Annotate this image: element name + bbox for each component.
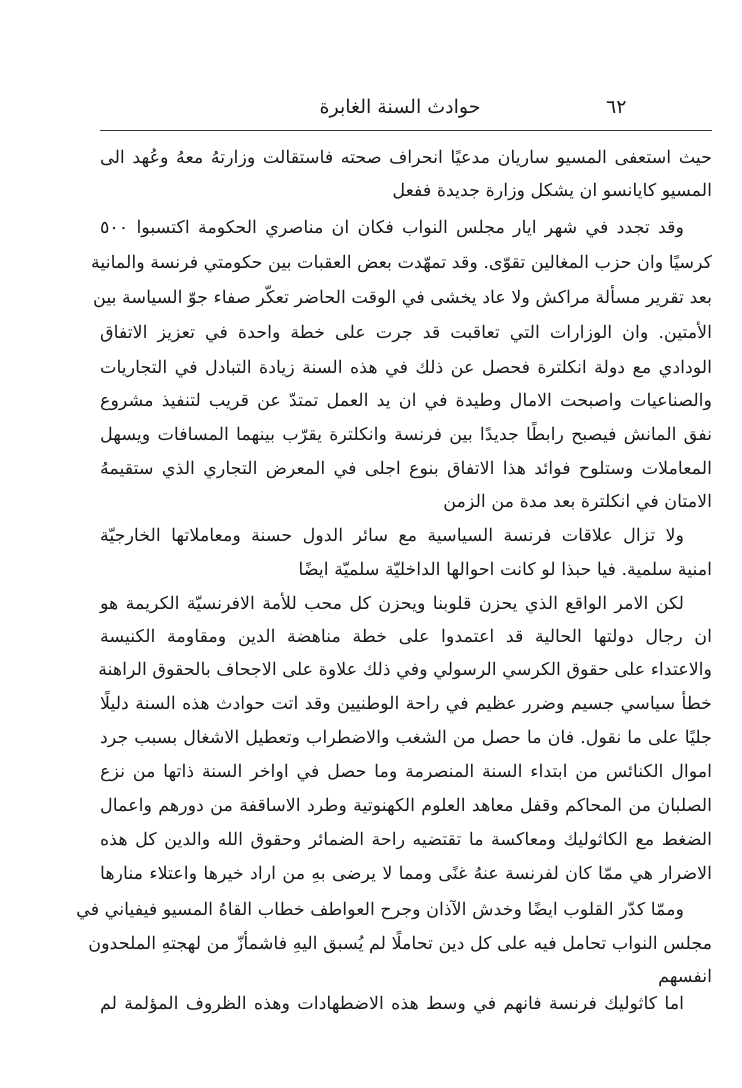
text-line: والاعتداء على حقوق الكرسي الرسولي وفي ذلك علاوة على الاجحاف بالحقوق الراهنة (98, 660, 712, 680)
text-line: الصلبان من المحاكم وقفل معاهد العلوم الكهنوتية وطرد الاساقفة من دورهم واعمال (100, 796, 712, 816)
text-line: الاضرار هي ممّا كان لفرنسة عنهُ غنًى ومما لا يرضى بهِ من اراد خيرها واعتلاء منارها (100, 864, 712, 884)
text-line: مجلس النواب تحامل فيه على كل دين تحاملًا لم يُسبق اليهِ فاشمأزّ من لهجتهِ الملحدون (88, 934, 712, 954)
text-line: الامتان في انكلترة بعد مدة من الزمن (443, 492, 712, 512)
text-line: امنية سلمية. فيا حبذا لو كانت احوالها الداخليّة سلميّة ايضًا (298, 560, 712, 580)
text-line: الأمتين. وان الوزارات التي تعاقبت قد جرت على خطة واحدة في تعزيز الاتفاق (100, 323, 712, 343)
header-rule (100, 130, 712, 131)
page-number: ٦٢ (606, 96, 627, 118)
text-line: وممّا كدّر القلوب ايضًا وخدش الآذان وجرح العواطف خطاب القاهُ المسيو فيفياني في (76, 900, 684, 920)
text-line: المسيو كايانسو ان يشكل وزارة جديدة ففعل (392, 181, 712, 201)
text-line: اموال الكنائس من ابتداء السنة المنصرمة وما حصل في اواخر السنة ذاتها من نزع (100, 762, 712, 782)
text-line: والصناعيات واصبحت الامال وطيدة في ان يد العمل تمتدّ عن قريب لتنفيذ مشروع (100, 391, 712, 411)
text-line: اما كاثوليك فرنسة فانهم في وسط هذه الاضطهادات وهذه الظروف المؤلمة لم (100, 994, 684, 1014)
text-line: ولا تزال علاقات فرنسة السياسية مع سائر الدول حسنة ومعاملاتها الخارجيّة (100, 526, 684, 546)
text-line: الودادي مع دولة انكلترة فحصل عن ذلك في هذه السنة زيادة التبادل في التجاريات (100, 358, 712, 378)
text-line: انفسهم (658, 967, 712, 987)
text-line: بعد تقرير مسألة مراكش ولا عاد يخشى في الوقت الحاضر تعكّر صفاء جوّ السياسة بين (93, 288, 712, 308)
text-line: وقد تجدد في شهر ايار مجلس النواب فكان ان مناصري الحكومة اكتسبوا ٥٠٠ (100, 218, 684, 238)
text-line: حيث استعفى المسيو ساريان مدعيًا انحراف صحته فاستقالت وزارتهُ معهُ وعُهد الى (100, 148, 712, 168)
text-line: لكن الامر الواقع الذي يحزن قلوبنا ويحزن كل محب للأمة الافرنسيّة الكريمة هو (100, 594, 684, 614)
text-line: جليًا على ما نقول. فان ما حصل من الشغب والاضطراب وتعطيل الاشغال بسبب جرد (100, 728, 712, 748)
text-line: كرسيًا وان حزب المغالين تقوّى. وقد تمهّدت بعض العقبات بين حكومتي فرنسة والمانية (91, 253, 712, 273)
text-line: نفق المانش فيصبح رابطًا جديدًا بين فرنسة وانكلترة يقرّب بينهما المسافات ويسهل (100, 425, 712, 445)
text-line: المعاملات وستلوح فوائد هذا الاتفاق بنوع اجلى في المعرض التجاري الذي ستقيمهُ (100, 459, 712, 479)
text-line: خطأ سياسي جسيم وضرر عظيم في راحة الوطنيين وقد اتت حوادث هذه السنة دليلًا (100, 694, 712, 714)
running-title: حوادث السنة الغابرة (319, 96, 481, 118)
text-line: الضغط مع الكاثوليك ومعاكسة ما تقتضيه راحة الضمائر وحقوق الله والدين كل هذه (100, 830, 712, 850)
text-line: ان رجال دولتها الحالية قد اعتمدوا على خطة مناهضة الدين ومقاومة الكنيسة (100, 627, 712, 647)
